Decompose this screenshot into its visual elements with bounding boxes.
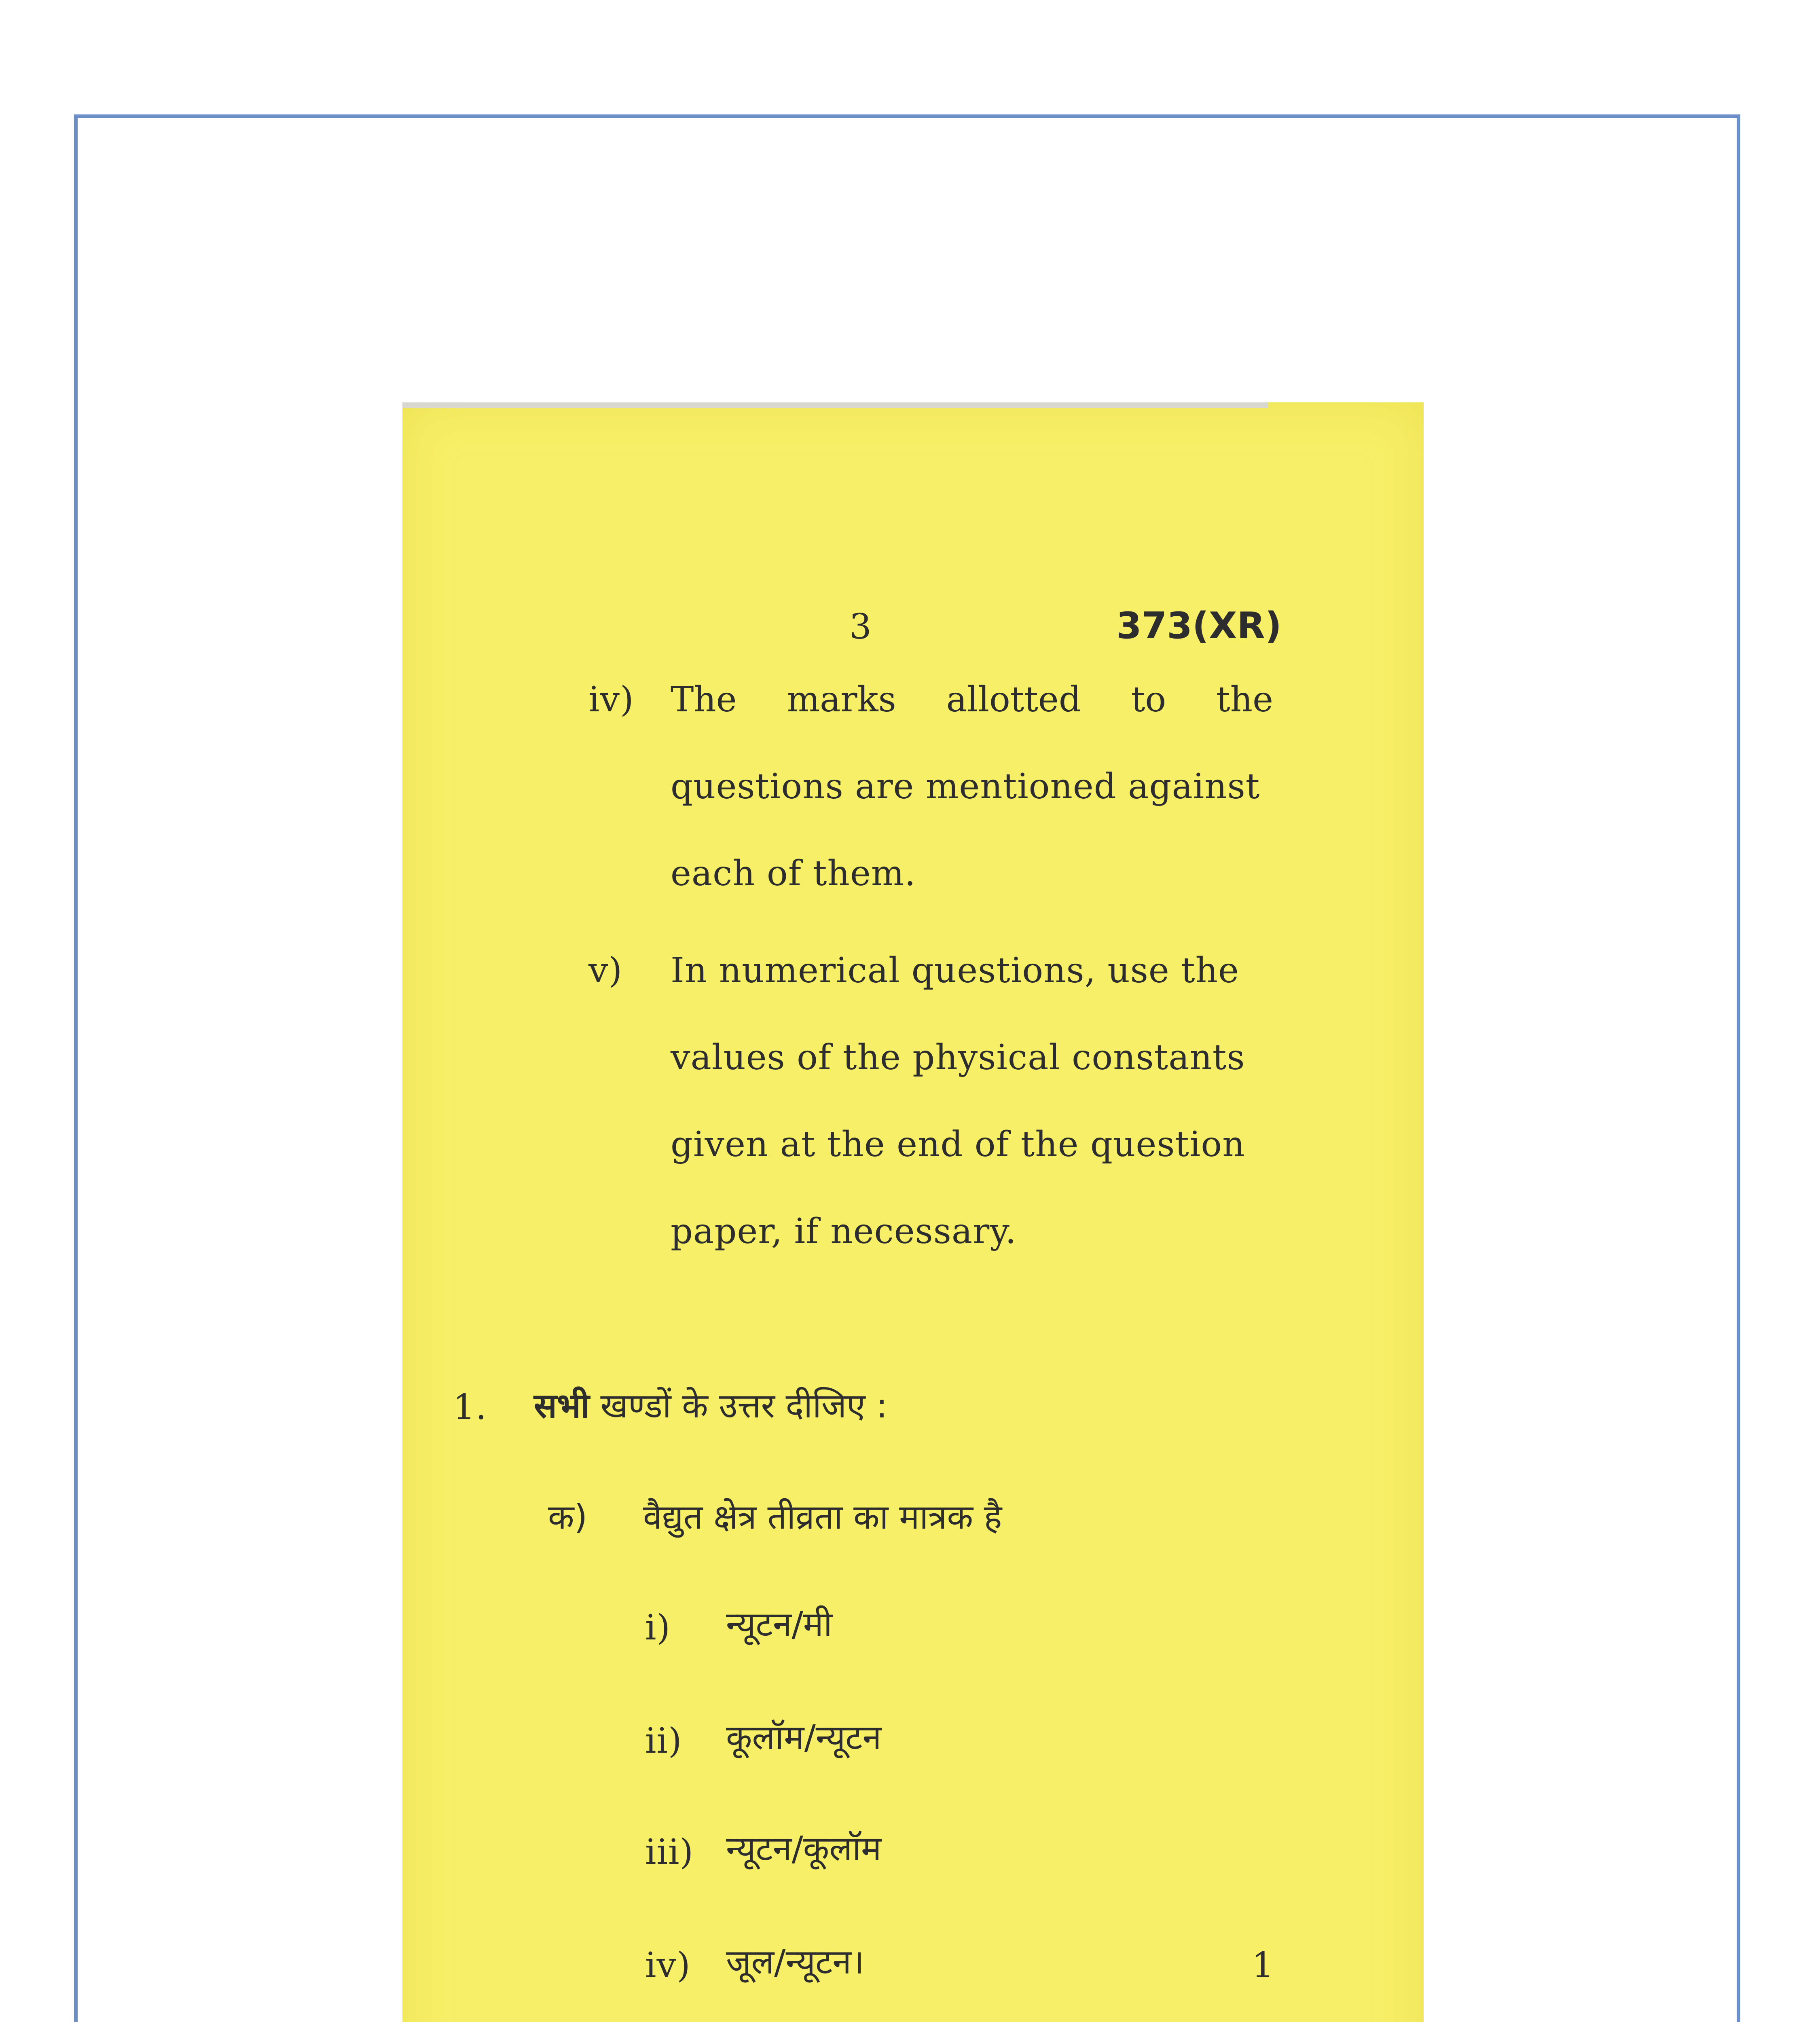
word: to <box>1131 679 1166 720</box>
marks-value: 1 <box>1252 1945 1274 1986</box>
instruction-v-line-4: paper, if necessary. <box>671 1211 1017 1252</box>
page-number: 3 <box>849 607 872 647</box>
part-marker: क) <box>548 1497 588 1537</box>
instruction-v-line-1: In numerical questions, use the <box>671 950 1239 991</box>
word: the <box>1216 679 1273 720</box>
instruction-iv-line-2: questions are mentioned against <box>671 766 1260 807</box>
question-heading <box>534 1381 888 1428</box>
question-number: 1. <box>453 1387 487 1428</box>
word: marks <box>787 679 896 720</box>
option-text-1: न्यूटन/मी <box>726 1604 832 1644</box>
part-text: वैद्युत क्षेत्र तीव्रता का मात्रक है <box>643 1497 1002 1537</box>
option-text-3: न्यूटन/कूलॉम <box>726 1829 882 1868</box>
option-text-2: कूलॉम/न्यूटन <box>726 1717 882 1757</box>
sheet-top-shadow <box>402 402 1268 408</box>
paper-code: 373(XR) <box>1116 605 1282 647</box>
instruction-v-line-2: values of the physical constants <box>671 1037 1245 1078</box>
instruction-v-marker: v) <box>588 950 623 991</box>
instruction-iv-line-3: each of them. <box>671 853 916 894</box>
word: The <box>671 679 737 720</box>
question-heading-rest: खण्डों के उत्तर दीजिए : <box>600 1386 888 1426</box>
instruction-v-line-3: given at the end of the question <box>671 1124 1245 1165</box>
question-heading-bold: सभी <box>534 1386 590 1426</box>
option-marker-1: i) <box>645 1607 671 1648</box>
option-marker-2: ii) <box>645 1721 682 1761</box>
instruction-iv-line-1 <box>671 679 1273 720</box>
instruction-iv-marker: iv) <box>588 679 634 720</box>
option-marker-4: iv) <box>645 1945 691 1986</box>
option-text-4: जूल/न्यूटन। <box>726 1942 864 1982</box>
option-marker-3: iii) <box>645 1832 694 1872</box>
word: allotted <box>946 679 1081 720</box>
